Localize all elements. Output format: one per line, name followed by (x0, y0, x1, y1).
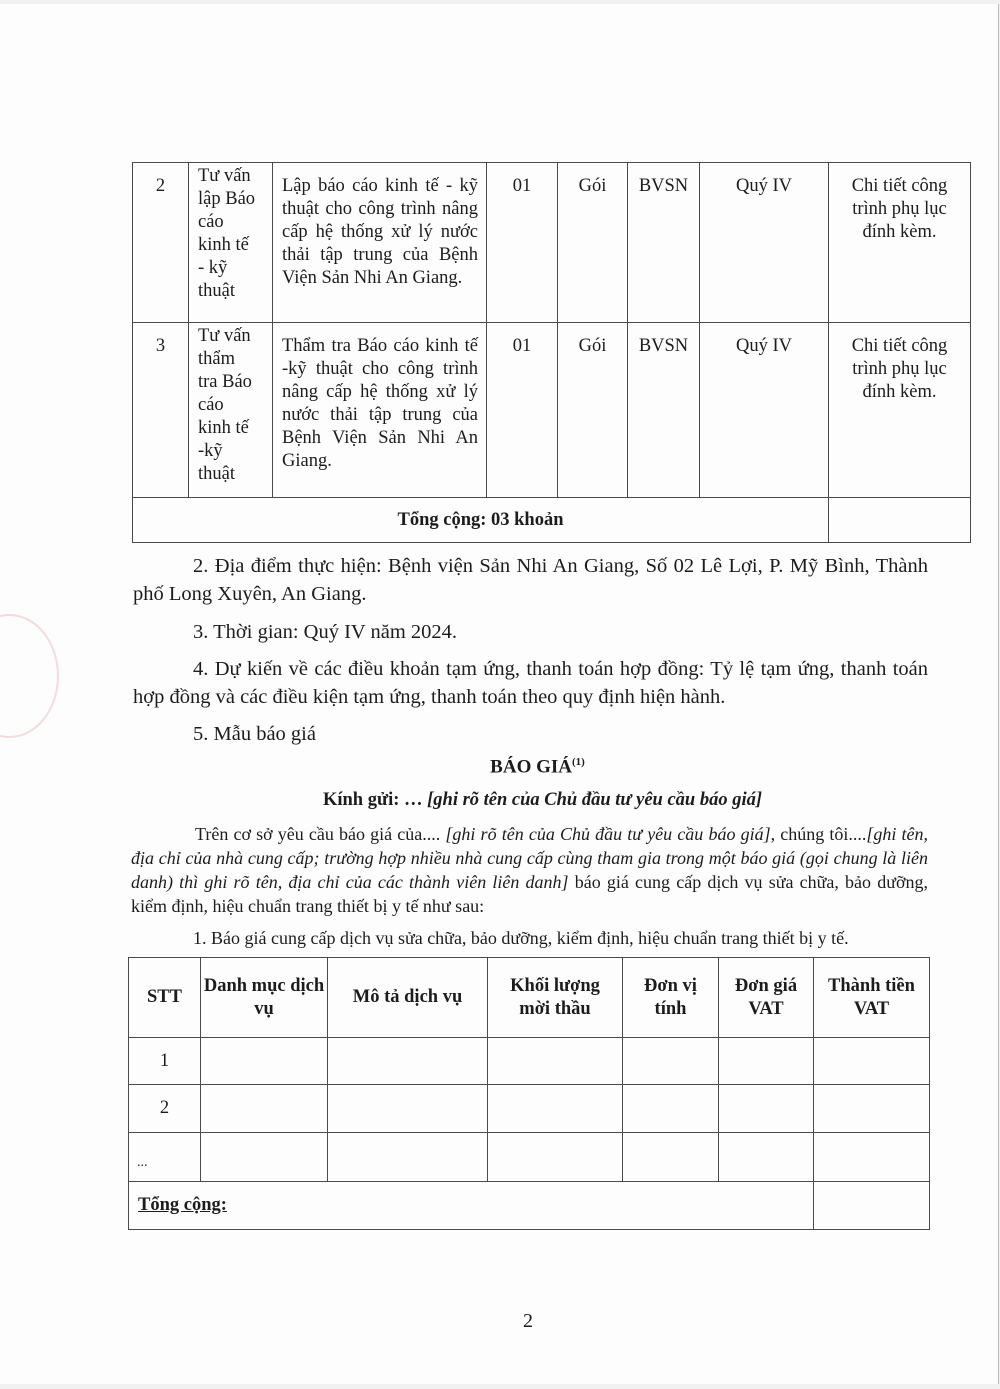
plan-description: Lập báo cáo kinh tế - kỹ thuật cho công trình nâng cấp hệ thống xử lý nước thải tập trung của Bệnh Viện Sản Nhi An Giang. (273, 163, 487, 323)
quote-total-label: Tổng cộng: (129, 1182, 814, 1230)
quote-intro: Trên cơ sở yêu cầu báo giá của.... [ghi rõ tên của Chủ đầu tư yêu cầu báo giá], chúng tôi....[ghi tên, địa chỉ của nhà cung cấp; trường hợp nhiều nhà cung cấp cùng tham gia trong một báo giá (gọi chung là liên danh) thì ghi rõ tên, địa chỉ của các thành viên liên danh] báo giá cung cấp dịch vụ sửa chữa, bảo dưỡng, kiểm định, hiệu chuẩn trang thiết bị y tế như sau: (131, 824, 929, 916)
plan-row (133, 163, 971, 323)
time-paragraph: 3. Thời gian: Quý IV năm 2024. (193, 621, 458, 643)
plan-table (132, 162, 971, 543)
header-amount: Thành tiền VAT (814, 958, 930, 1038)
quote-cell[interactable] (719, 1133, 814, 1182)
quote-cell[interactable] (488, 1133, 623, 1182)
quote-cell[interactable] (328, 1085, 488, 1133)
red-stamp-mark (0, 614, 59, 738)
quote-cell[interactable] (201, 1038, 328, 1085)
header-service: Danh mục dịch vụ (201, 958, 328, 1038)
quote-cell[interactable] (814, 1085, 930, 1133)
quote-row-stt: ... (129, 1133, 201, 1182)
quote-row-stt: 1 (129, 1038, 201, 1085)
quote-recipient: Kính gửi: … [ghi rõ tên của Chủ đầu tư yêu cầu báo giá] (322, 790, 762, 810)
quote-cell[interactable] (623, 1038, 719, 1085)
plan-unit: Gói (558, 323, 628, 498)
quote-cell[interactable] (488, 1085, 623, 1133)
plan-row (133, 323, 971, 498)
quote-row-stt: 2 (129, 1085, 201, 1133)
quote-cell[interactable] (328, 1038, 488, 1085)
quote-item-1: 1. Báo giá cung cấp dịch vụ sửa chữa, bảo dưỡng, kiểm định, hiệu chuẩn trang thiết bị y tế. (193, 928, 849, 948)
header-unit-price: Đơn giá VAT (719, 958, 814, 1038)
header-quantity: Khối lượng mời thầu (488, 958, 623, 1038)
plan-description: Thẩm tra Báo cáo kinh tế -kỹ thuật cho công trình nâng cấp hệ thống xử lý nước thải tập trung của Bệnh Viện Sản Nhi An Giang. (273, 323, 487, 498)
quote-cell[interactable] (814, 1038, 930, 1085)
quote-title: BÁO GIÁ$^{(1)}$ (490, 756, 585, 778)
payment-paragraph: 4. Dự kiến về các điều khoản tạm ứng, thanh toán hợp đồng: Tỷ lệ tạm ứng, thanh toán hợp đồng và các điều kiện tạm ứng, thanh toán theo quy định hiện hành. (133, 658, 928, 708)
quote-total-row (129, 1182, 930, 1230)
plan-quantity: 01 (487, 323, 558, 498)
quote-cell[interactable] (719, 1038, 814, 1085)
quote-row (129, 1085, 930, 1133)
header-stt: STT (129, 958, 201, 1038)
plan-stt: 3 (133, 323, 189, 498)
document-page (0, 4, 999, 1384)
quote-cell[interactable] (328, 1133, 488, 1182)
plan-quantity: 01 (487, 163, 558, 323)
plan-unit: Gói (558, 163, 628, 323)
page-number: 2 (523, 1310, 533, 1332)
quote-cell[interactable] (719, 1085, 814, 1133)
quote-row (129, 1133, 930, 1182)
location-paragraph: 2. Địa điểm thực hiện: Bệnh viện Sản Nhi An Giang, Số 02 Lê Lợi, P. Mỹ Bình, Thành phố Long Xuyên, An Giang. (133, 555, 928, 605)
plan-note: Chi tiết công trình phụ lục đính kèm. (829, 163, 971, 323)
plan-stt: 2 (133, 163, 189, 323)
quote-cell[interactable] (623, 1085, 719, 1133)
header-description: Mô tả dịch vụ (328, 958, 488, 1038)
plan-owner: BVSN (628, 163, 700, 323)
quote-row (129, 1038, 930, 1085)
plan-total-row (133, 498, 971, 543)
plan-name: Tư vấn lập Báo cáo kinh tế - kỹ thuật (189, 163, 273, 323)
plan-owner: BVSN (628, 323, 700, 498)
plan-note: Chi tiết công trình phụ lục đính kèm. (829, 323, 971, 498)
header-unit: Đơn vị tính (623, 958, 719, 1038)
plan-time: Quý IV (700, 323, 829, 498)
quote-cell[interactable] (201, 1085, 328, 1133)
quote-cell[interactable] (201, 1133, 328, 1182)
template-heading: 5. Mẫu báo giá (193, 723, 316, 745)
quote-table (128, 957, 930, 1230)
plan-time: Quý IV (700, 163, 829, 323)
quote-cell[interactable] (814, 1133, 930, 1182)
quote-cell[interactable] (623, 1133, 719, 1182)
plan-name: Tư vấn thẩm tra Báo cáo kinh tế -kỹ thuật (189, 323, 273, 498)
plan-total-label: Tổng cộng: 03 khoản (133, 498, 829, 543)
quote-header-row (129, 958, 930, 1038)
quote-cell[interactable] (488, 1038, 623, 1085)
quote-total-cell[interactable] (814, 1182, 930, 1230)
